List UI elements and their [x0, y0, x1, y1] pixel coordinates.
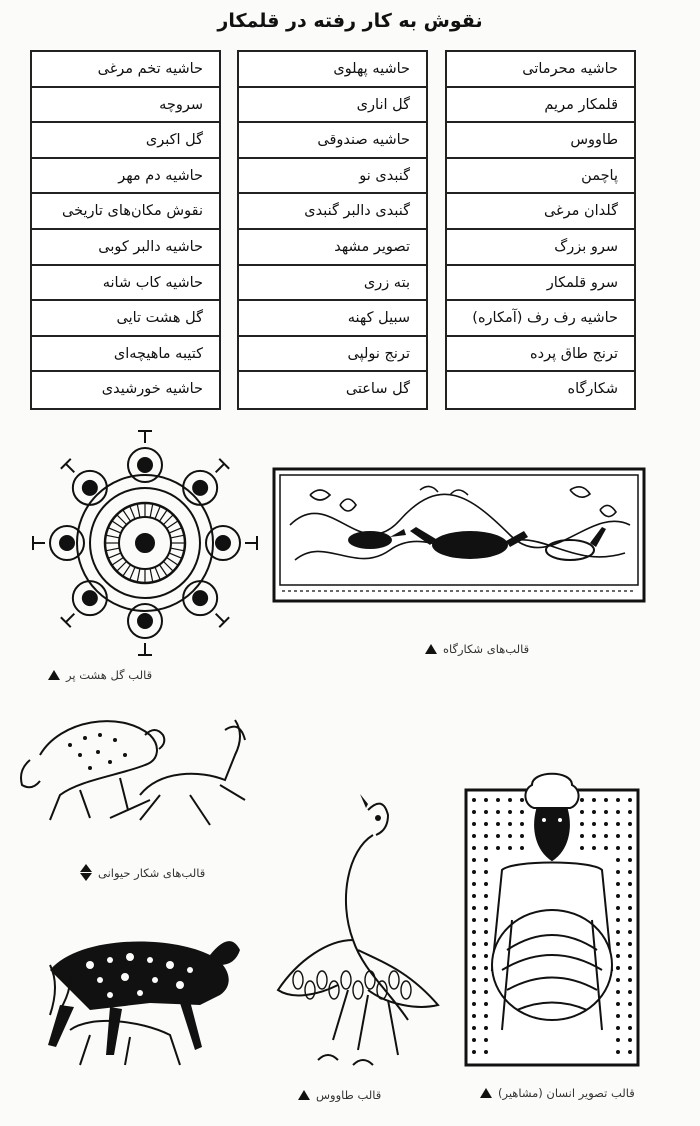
table-cell: کتیبه ماهیچه‌ای [32, 337, 219, 373]
table-cell: نقوش مکان‌های تاریخی [32, 194, 219, 230]
table-cell: حاشیه تخم مرغی [32, 52, 219, 88]
table-cell: ترنج نولپی [239, 337, 426, 373]
animal-hunt-mold-image-top [10, 700, 255, 835]
peacock-mold-image [258, 790, 448, 1080]
table-cell: حاشیه صندوقی [239, 123, 426, 159]
table-cell: حاشیه دم مهر [32, 159, 219, 195]
eight-petal-flower-mold-caption [48, 668, 152, 682]
table-cell: سبیل کهنه [239, 301, 426, 337]
table-cell: قلمکار مریم [447, 88, 634, 124]
caption-text: قالب تصویر انسان (مشاهیر) [498, 1086, 635, 1100]
table-cell: حاشیه کاب شانه [32, 266, 219, 302]
table-cell: گل هشت تایی [32, 301, 219, 337]
table-cell: گل ساعتی [345, 381, 410, 398]
table-cell: سروچه [32, 88, 219, 124]
table-cell: حاشیه پهلوی [239, 52, 426, 88]
human-portrait-mold-image [462, 770, 642, 1070]
hunting-ground-mold-image [270, 465, 648, 605]
human-portrait-mold-caption [480, 1086, 635, 1100]
eight-petal-flower-mold-image [30, 425, 260, 660]
table-cell: طاووس [447, 123, 634, 159]
table-cell: حاشیه دالبر کوبی [32, 230, 219, 266]
table-cell: تصویر مشهد [239, 230, 426, 266]
table-cell: گنبدی دالبر گنبدی [239, 194, 426, 230]
table-cell: ترنج طاق پرده [447, 337, 634, 373]
table-cell: گل اناری [239, 88, 426, 124]
triangle-marker-icon [480, 1088, 492, 1098]
table-column-left [30, 50, 221, 410]
table-cell: گل اکبری [32, 123, 219, 159]
table-cell: بته زری [239, 266, 426, 302]
table-cell: سرو بزرگ [447, 230, 634, 266]
animal-hunt-mold-image-bottom [30, 915, 245, 1070]
table-cell: پاچمن [447, 159, 634, 195]
table-column-right [445, 50, 636, 410]
caption-text: قالب طاووس [316, 1088, 382, 1102]
page-title: نقوش به کار رفته در قلمکار [217, 10, 483, 32]
table-cell: سرو قلمکار [447, 266, 634, 302]
triangle-marker-icon [48, 670, 60, 680]
table-column-middle [237, 50, 428, 410]
table-cell: گلدان مرغی [447, 194, 634, 230]
table-cell: حاشیه محرماتی [447, 52, 634, 88]
peacock-mold-caption [298, 1088, 381, 1102]
table-cell: گنبدی نو [239, 159, 426, 195]
table-cell: حاشیه خورشیدی [101, 381, 203, 398]
animal-hunt-mold-caption [80, 864, 205, 881]
caption-text: قالب‌های شکارگاه [443, 642, 530, 656]
table-cell: حاشیه رف رف (آمکاره) [447, 301, 634, 337]
caption-text: قالب گل هشت پر [66, 668, 153, 682]
table-cell: شکارگاه [567, 381, 618, 398]
hunting-ground-mold-caption [425, 642, 529, 656]
triangle-marker-icon [298, 1090, 310, 1100]
triangle-marker-icon [425, 644, 437, 654]
caption-text: قالب‌های شکار حیوانی [98, 865, 206, 880]
double-triangle-marker-icon [80, 864, 92, 881]
